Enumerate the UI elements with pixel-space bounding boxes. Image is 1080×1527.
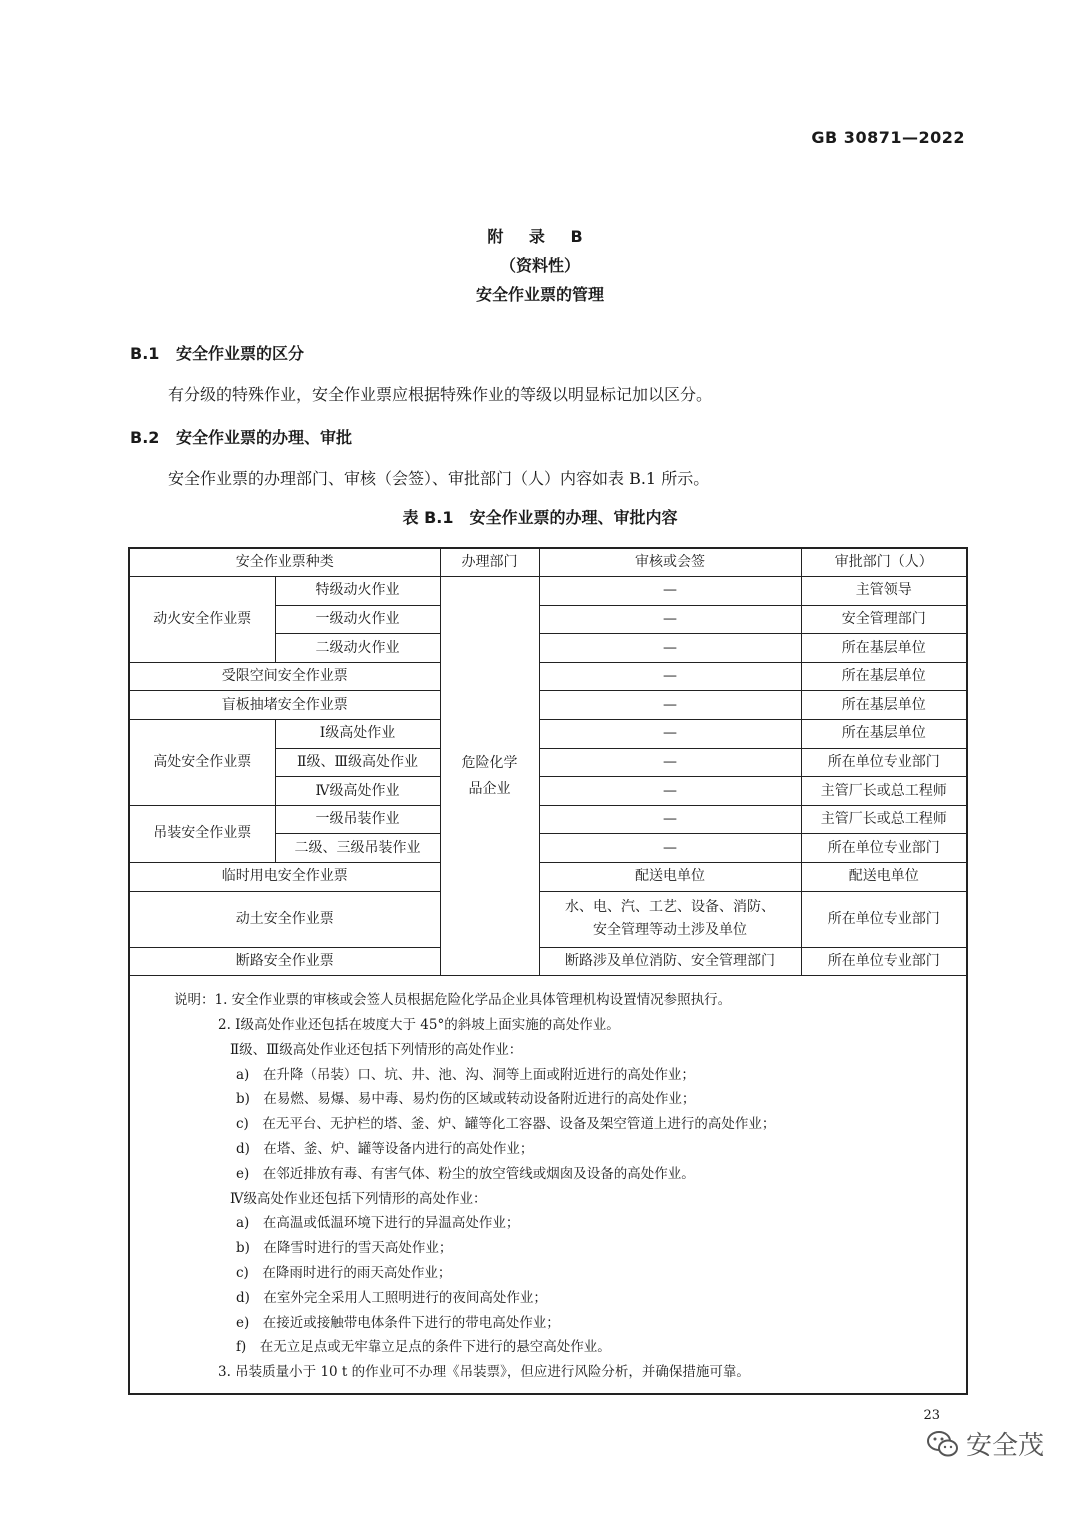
note-line: d) 在塔、釜、炉、罐等设备内进行的高处作业；	[236, 1141, 534, 1157]
header-cell: 审核或会签	[539, 548, 801, 577]
table-row	[129, 577, 967, 606]
note-line: Ⅱ级、Ⅲ级高处作业还包括下列情形的高处作业：	[230, 1041, 523, 1058]
approve-cell: 所在基层单位	[801, 720, 967, 749]
review-cell: —	[539, 720, 801, 749]
group-cell-fire: 动火安全作业票	[129, 577, 275, 663]
appendix-subject: 安全作业票的管理	[475, 285, 604, 304]
note-line: c) 在降雨时进行的雨天高处作业；	[236, 1264, 452, 1281]
type-cell: 一级动火作业	[275, 605, 440, 634]
approval-table	[128, 547, 968, 1395]
type-cell: Ⅳ级高处作业	[275, 777, 440, 806]
approve-cell: 主管厂长或总工程师	[801, 777, 967, 806]
watermark-text: 安全茂	[965, 1431, 1044, 1461]
table-header-row	[129, 548, 967, 577]
type-cell: 动土安全作业票	[129, 891, 440, 947]
type-cell: 二级、三级吊装作业	[275, 834, 440, 863]
review-cell: —	[539, 777, 801, 806]
review-cell: —	[539, 834, 801, 863]
review-cell: —	[539, 577, 801, 606]
note-line: e) 在接近或接触带电体条件下进行的带电高处作业；	[236, 1314, 560, 1331]
type-cell: 特级动火作业	[275, 577, 440, 606]
type-cell: Ⅱ级、Ⅲ级高处作业	[275, 748, 440, 777]
review-line: 水、电、汽、工艺、设备、消防、	[565, 899, 775, 916]
table-row	[129, 863, 967, 892]
table-row	[129, 662, 967, 691]
type-cell: 二级动火作业	[275, 634, 440, 663]
approve-cell: 所在基层单位	[801, 691, 967, 720]
approve-cell: 主管领导	[801, 577, 967, 606]
appendix-nature: （资料性）	[499, 256, 580, 275]
note-line: 3. 吊装质量小于 10 t 的作业可不办理《吊装票》，但应进行风险分析，并确保措施可靠。	[218, 1364, 750, 1381]
review-cell: —	[539, 805, 801, 834]
note-line: b) 在降雪时进行的雪天高处作业；	[236, 1240, 453, 1257]
approve-cell: 所在基层单位	[801, 634, 967, 663]
note-line: 2. Ⅰ级高处作业还包括在坡度大于 45°的斜坡上面实施的高处作业。	[218, 1017, 620, 1034]
section-number: B.2	[130, 428, 160, 447]
approve-cell: 安全管理部门	[801, 605, 967, 634]
note-line: c) 在无平台、无护栏的塔、釜、炉、罐等化工容器、设备及架空管道上进行的高处作业；	[236, 1116, 776, 1133]
table-caption: 表 B.1 安全作业票的办理、审批内容	[402, 508, 678, 527]
page-number: 23	[923, 1408, 940, 1423]
table-row	[129, 720, 967, 749]
table-row	[129, 691, 967, 720]
note-line: 说明：1. 安全作业票的审核或会签人员根据危险化学品企业具体管理机构设置情况参照执行。	[174, 992, 732, 1009]
type-cell: 盲板抽堵安全作业票	[129, 691, 440, 720]
table-notes-row	[129, 976, 967, 1394]
section-body-b2: 安全作业票的办理部门、审核（会签）、审批部门（人）内容如表 B.1 所示。	[168, 469, 710, 488]
note-line: e) 在邻近排放有毒、有害气体、粉尘的放空管线或烟囱及设备的高处作业。	[236, 1165, 695, 1182]
watermark	[926, 1425, 1044, 1462]
approve-cell: 主管厂长或总工程师	[801, 805, 967, 834]
header-cell: 办理部门	[440, 548, 539, 577]
section-body-b1: 有分级的特殊作业，安全作业票应根据特殊作业的等级以明显标记加以区分。	[168, 385, 713, 404]
type-cell: 一级吊装作业	[275, 805, 440, 834]
appendix-title: 附 录 B	[487, 227, 593, 246]
approve-cell: 所在单位专业部门	[801, 748, 967, 777]
review-cell	[539, 891, 801, 947]
section-title: 安全作业票的办理、审批	[176, 428, 353, 447]
section-heading-b2	[130, 425, 352, 448]
review-cell: —	[539, 634, 801, 663]
group-cell-lift: 吊装安全作业票	[129, 805, 275, 862]
review-cell: 断路涉及单位消防、安全管理部门	[539, 947, 801, 976]
approve-cell: 所在基层单位	[801, 662, 967, 691]
section-title: 安全作业票的区分	[176, 344, 305, 363]
review-cell: 配送电单位	[539, 863, 801, 892]
review-cell: —	[539, 748, 801, 777]
wechat-icon	[926, 1429, 960, 1459]
type-cell: Ⅰ级高处作业	[275, 720, 440, 749]
approve-cell: 所在单位专业部门	[801, 947, 967, 976]
type-cell: 临时用电安全作业票	[129, 863, 440, 892]
header-cell: 安全作业票种类	[129, 548, 440, 577]
notes-cell	[129, 976, 967, 1394]
note-line: a) 在升降（吊装）口、坑、井、池、沟、洞等上面或附近进行的高处作业；	[236, 1066, 695, 1083]
handling-dept-cell: 危险化学品企业	[440, 577, 539, 976]
review-cell: —	[539, 605, 801, 634]
approve-cell: 所在单位专业部门	[801, 834, 967, 863]
note-line: b) 在易燃、易爆、易中毒、易灼伤的区域或转动设备附近进行的高处作业；	[236, 1091, 696, 1108]
appendix-heading	[0, 222, 1080, 309]
table-row	[129, 891, 967, 947]
approve-cell: 所在单位专业部门	[801, 891, 967, 947]
review-line: 安全管理等动土涉及单位	[593, 922, 747, 939]
standard-code: GB 30871—2022	[811, 128, 965, 147]
note-line: f) 在无立足点或无牢靠立足点的条件下进行的悬空高处作业。	[236, 1339, 611, 1356]
note-line: d) 在室外完全采用人工照明进行的夜间高处作业；	[236, 1289, 547, 1306]
table-row	[129, 947, 967, 976]
group-cell-height: 高处安全作业票	[129, 720, 275, 806]
note-line: a) 在高温或低温环境下进行的异温高处作业；	[236, 1215, 520, 1232]
section-number: B.1	[130, 344, 160, 363]
type-cell: 断路安全作业票	[129, 947, 440, 976]
approve-cell: 配送电单位	[801, 863, 967, 892]
type-cell: 受限空间安全作业票	[129, 662, 440, 691]
table-row	[129, 805, 967, 834]
note-line: Ⅳ级高处作业还包括下列情形的高处作业：	[230, 1190, 487, 1207]
review-cell: —	[539, 691, 801, 720]
review-cell: —	[539, 662, 801, 691]
header-cell: 审批部门（人）	[801, 548, 967, 577]
section-heading-b1	[130, 341, 304, 364]
